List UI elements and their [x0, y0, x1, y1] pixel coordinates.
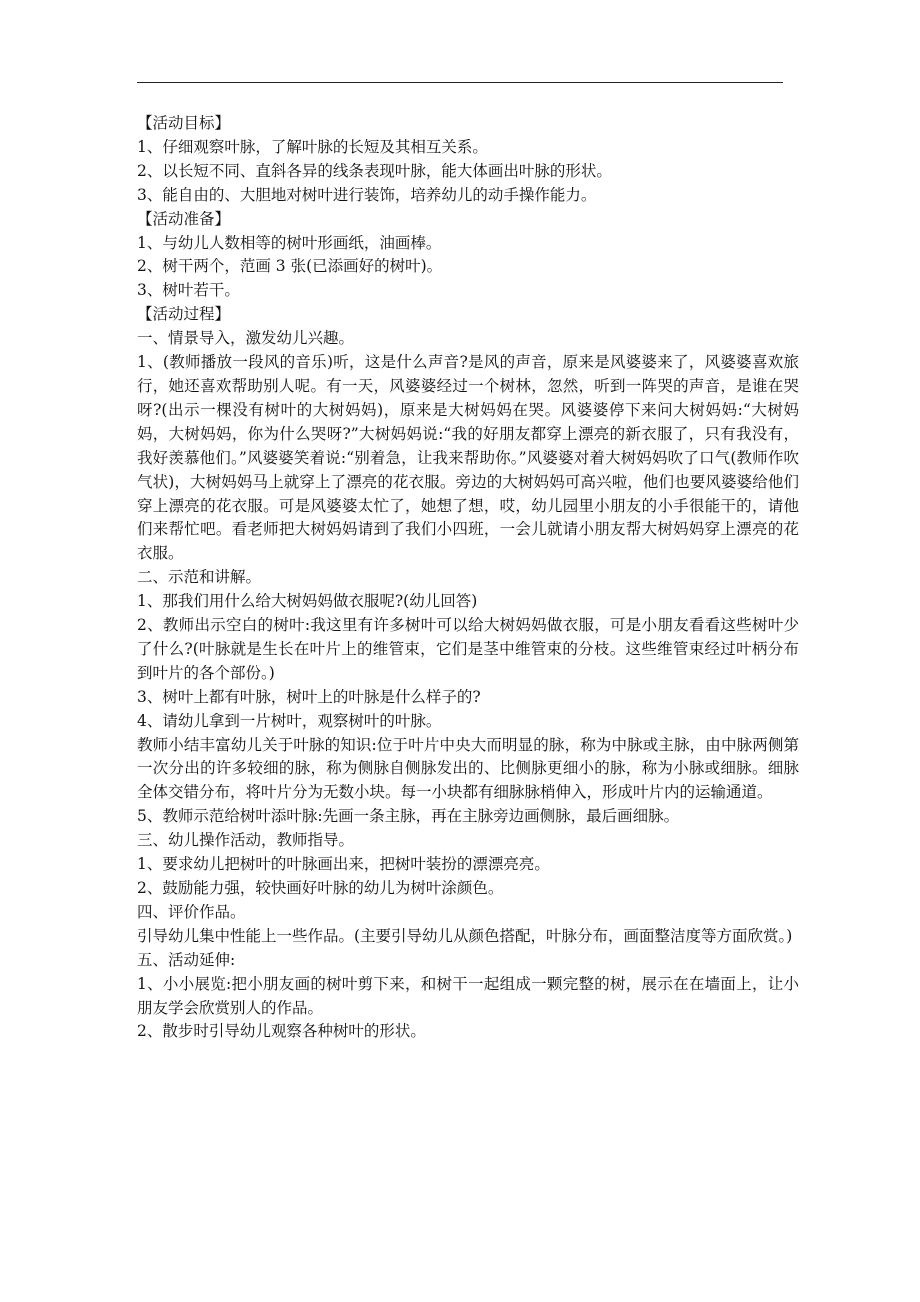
activity-item-2: 2、鼓励能力强，较快画好叶脉的幼儿为树叶涂颜色。 [137, 879, 504, 897]
section-heading-goals: 【活动目标】 [137, 114, 231, 132]
demo-item-5: 5、教师示范给树叶添叶脉:先画一条主脉，再在主脉旁边画侧脉，最后画细脉。 [137, 807, 680, 826]
demo-item-3: 3、树叶上都有叶脉，树叶上的叶脉是什么样子的? [137, 687, 481, 706]
step-heading-4: 四、评价作品。 [137, 902, 246, 921]
preparation-item-3: 3、树叶若干。 [137, 281, 240, 300]
story-paragraph: 1、(教师播放一段风的音乐)听，这是什么声音?是风的声音，原来是风婆婆来了，风婆婆喜欢旅行，她还喜欢帮助别人呢。有一天，风婆婆经过一个树林，忽然，听到一阵哭的声音，是谁在哭呀?(出示一棵没有树叶的大树妈妈)，原来是大树妈妈在哭。风婆婆停下来问大树妈妈:“大树妈妈，大树妈妈，你为什么哭呀?”大树妈妈说:“我的好朋友都穿上漂亮的新衣服了，只有我没有，我好羡慕他们。”风婆婆笑着说:“别着急，让我来帮助你。”风婆婆对着大树妈妈吹了口气(教师作吹气状)，大树妈妈马上就穿上了漂亮的花衣服。旁边的大树妈妈可高兴啦，他们也要风婆婆给他们穿上漂亮的花衣服。可是风婆婆太忙了，她想了想，哎，幼儿园里小朋友的小手很能干的，请他们来帮忙吧。看老师把大树妈妈请到了我们小四班，一会儿就请小朋友帮大树妈妈穿上漂亮的花衣服。 [137, 353, 799, 563]
goal-item-1: 1、仔细观察叶脉，了解叶脉的长短及其相互关系。 [137, 137, 488, 156]
preparation-item-1: 1、与幼儿人数相等的树叶形画纸，油画棒。 [137, 233, 442, 252]
section-heading-preparation: 【活动准备】 [137, 209, 231, 228]
step-heading-2: 二、示范和讲解。 [137, 568, 262, 587]
preparation-item-2: 2、树干两个，范画 3 张(已添画好的树叶)。 [137, 257, 443, 276]
extension-item-2: 2、散步时引导幼儿观察各种树叶的形状。 [137, 1022, 426, 1041]
document-body [137, 112, 799, 1044]
goal-item-3: 3、能自由的、大胆地对树叶进行装饰，培养幼儿的动手操作能力。 [137, 185, 597, 204]
extension-item-1: 1、小小展览:把小朋友画的树叶剪下来，和树干一起组成一颗完整的树，展示在在墙面上，让小朋友学会欣赏别人的作品。 [137, 974, 799, 1017]
evaluation-paragraph: 引导幼儿集中性能上一些作品。(主要引导幼儿从颜色搭配，叶脉分布，画面整洁度等方面欣赏。) [137, 926, 793, 945]
activity-item-1: 1、要求幼儿把树叶的叶脉画出来，把树叶装扮的漂漂亮亮。 [137, 855, 550, 874]
goal-item-2: 2、以长短不同、直斜各异的线条表现叶脉，能大体画出叶脉的形状。 [137, 161, 612, 180]
demo-item-1: 1、那我们用什么给大树妈妈做衣服呢?(幼儿回答) [137, 592, 478, 611]
step-heading-5: 五、活动延伸: [137, 950, 236, 969]
step-heading-3: 三、幼儿操作活动，教师指导。 [137, 831, 355, 850]
section-heading-process: 【活动过程】 [137, 305, 231, 324]
step-heading-1: 一、情景导入，激发幼儿兴趣。 [137, 329, 355, 348]
demo-item-2: 2、教师出示空白的树叶:我这里有许多树叶可以给大树妈妈做衣服，可是小朋友看看这些树叶少了什么?(叶脉就是生长在叶片上的维管束，它们是茎中维管束的分枝。这些维管束经过叶柄分布到叶片的各个部份。) [137, 616, 799, 682]
teacher-summary-paragraph: 教师小结丰富幼儿关于叶脉的知识:位于叶片中央大而明显的脉，称为中脉或主脉，由中脉两侧第一次分出的许多较细的脉，称为侧脉自侧脉发出的、比侧脉更细小的脉，称为小脉或细脉。细脉全体交错分布，将叶片分为无数小块。每一小块都有细脉脉梢伸入，形成叶片内的运输通道。 [137, 735, 799, 802]
header-rule [137, 82, 783, 83]
demo-item-4: 4、请幼儿拿到一片树叶，观察树叶的叶脉。 [137, 711, 442, 730]
